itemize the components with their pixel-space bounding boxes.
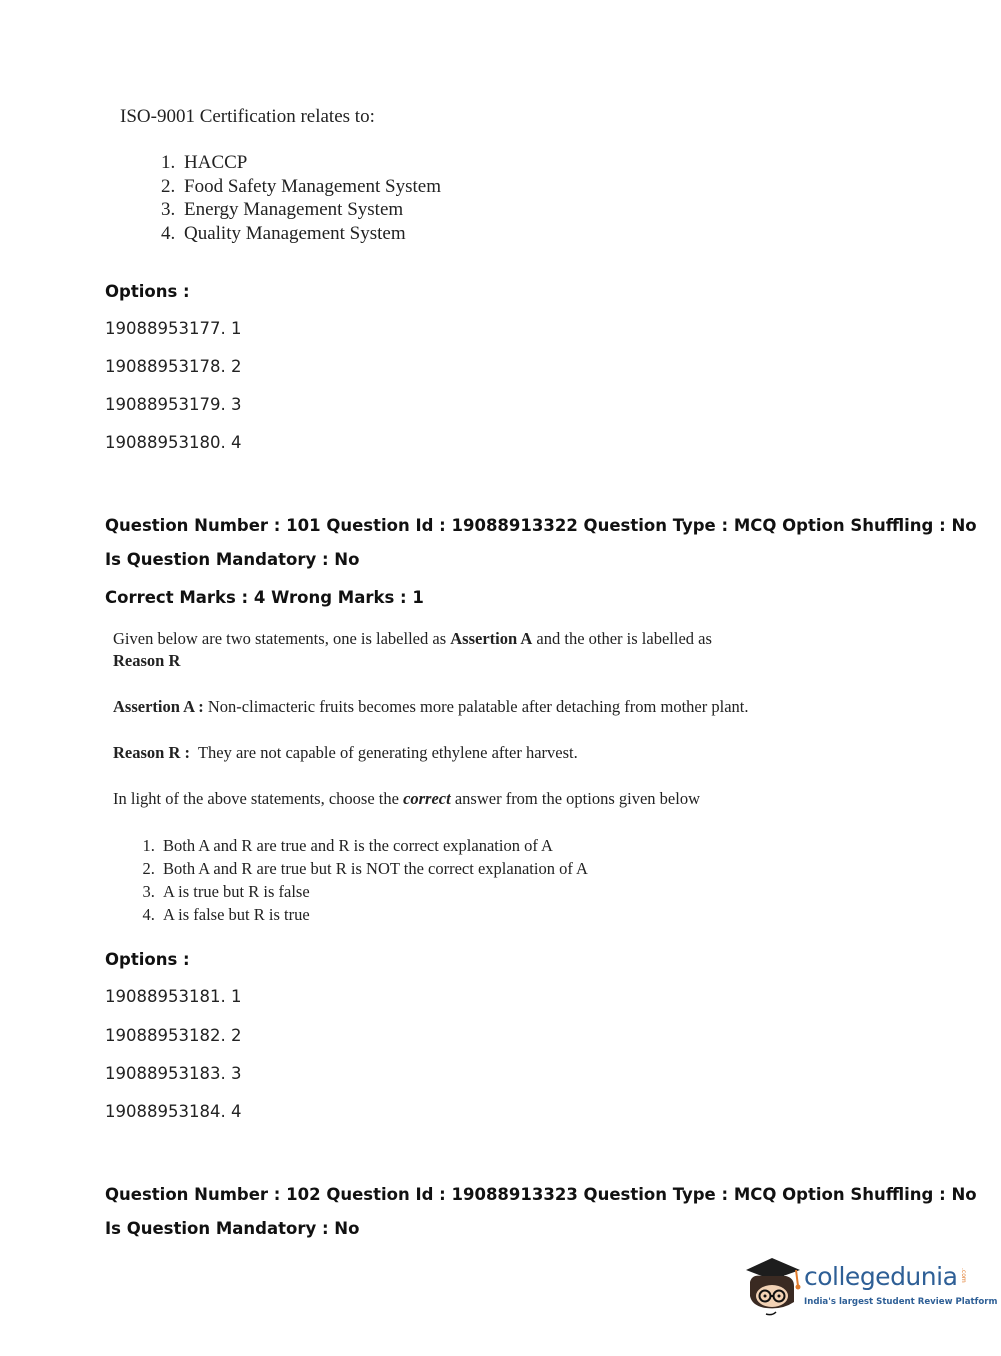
question-mandatory: Is Question Mandatory : No bbox=[105, 550, 360, 569]
question-mandatory: Is Question Mandatory : No bbox=[105, 1219, 360, 1238]
option-item: 19088953180. 4 bbox=[105, 433, 242, 452]
choice-list bbox=[113, 834, 753, 926]
intro-part: Given below are two statements, one is labelled as bbox=[113, 629, 451, 648]
question-image-1 bbox=[120, 106, 560, 245]
instruction-part: In light of the above statements, choose the bbox=[113, 789, 404, 808]
assertion-label: Assertion A : bbox=[113, 697, 204, 716]
choice-item: 3. A is true but R is false bbox=[159, 880, 753, 903]
option-item: 19088953184. 4 bbox=[105, 1102, 242, 1121]
options-heading: Options : bbox=[105, 950, 190, 969]
instruction-emphasis: correct bbox=[403, 789, 451, 808]
instruction-part: answer from the options given below bbox=[450, 789, 700, 808]
intro-bold: Assertion A bbox=[450, 629, 533, 648]
option-item: 19088953179. 3 bbox=[105, 395, 242, 414]
question-image-2 bbox=[113, 628, 753, 926]
options-heading: Options : bbox=[105, 282, 190, 301]
collegedunia-logo[interactable] bbox=[742, 1252, 998, 1316]
intro-part: and the other is labelled as bbox=[532, 629, 712, 648]
choice-list bbox=[120, 151, 560, 245]
intro-text bbox=[113, 628, 753, 650]
reason-text: They are not capable of generating ethylene after harvest. bbox=[190, 743, 578, 762]
logo-dotcom: .com bbox=[960, 1268, 967, 1283]
choice-item: 3. Energy Management System bbox=[180, 198, 560, 222]
assertion-text: Non-climacteric fruits becomes more palatable after detaching from mother plant. bbox=[203, 697, 749, 716]
question-marks: Correct Marks : 4 Wrong Marks : 1 bbox=[105, 588, 424, 607]
question-meta-line: Question Number : 102 Question Id : 19088913323 Question Type : MCQ Option Shuffling : No bbox=[105, 1185, 977, 1204]
instruction-line bbox=[113, 788, 753, 810]
logo-brand-text: collegedunia bbox=[804, 1262, 958, 1291]
choice-item: 1. Both A and R are true and R is the correct explanation of A bbox=[159, 834, 753, 857]
option-item: 19088953183. 3 bbox=[105, 1064, 242, 1083]
question-meta-line: Question Number : 101 Question Id : 19088913322 Question Type : MCQ Option Shuffling : No bbox=[105, 516, 977, 535]
choice-item: 2. Food Safety Management System bbox=[180, 175, 560, 199]
option-item: 19088953178. 2 bbox=[105, 357, 242, 376]
option-item: 19088953177. 1 bbox=[105, 319, 242, 338]
choice-item: 4. A is false but R is true bbox=[159, 903, 753, 926]
intro-reason bbox=[113, 650, 753, 672]
reason-label: Reason R : bbox=[113, 743, 190, 762]
student-mascot-icon bbox=[742, 1252, 804, 1316]
assertion-line bbox=[113, 696, 753, 718]
question-stem: ISO-9001 Certification relates to: bbox=[120, 106, 375, 127]
option-item: 19088953182. 2 bbox=[105, 1026, 242, 1045]
choice-item: 2. Both A and R are true but R is NOT the correct explanation of A bbox=[159, 857, 753, 880]
choice-item: 1. HACCP bbox=[180, 151, 560, 175]
logo-tagline: India's largest Student Review Platform bbox=[804, 1297, 998, 1307]
choice-item: 4. Quality Management System bbox=[180, 222, 560, 246]
option-item: 19088953181. 1 bbox=[105, 987, 242, 1006]
reason-line bbox=[113, 742, 753, 764]
intro-bold: Reason R bbox=[113, 651, 181, 670]
